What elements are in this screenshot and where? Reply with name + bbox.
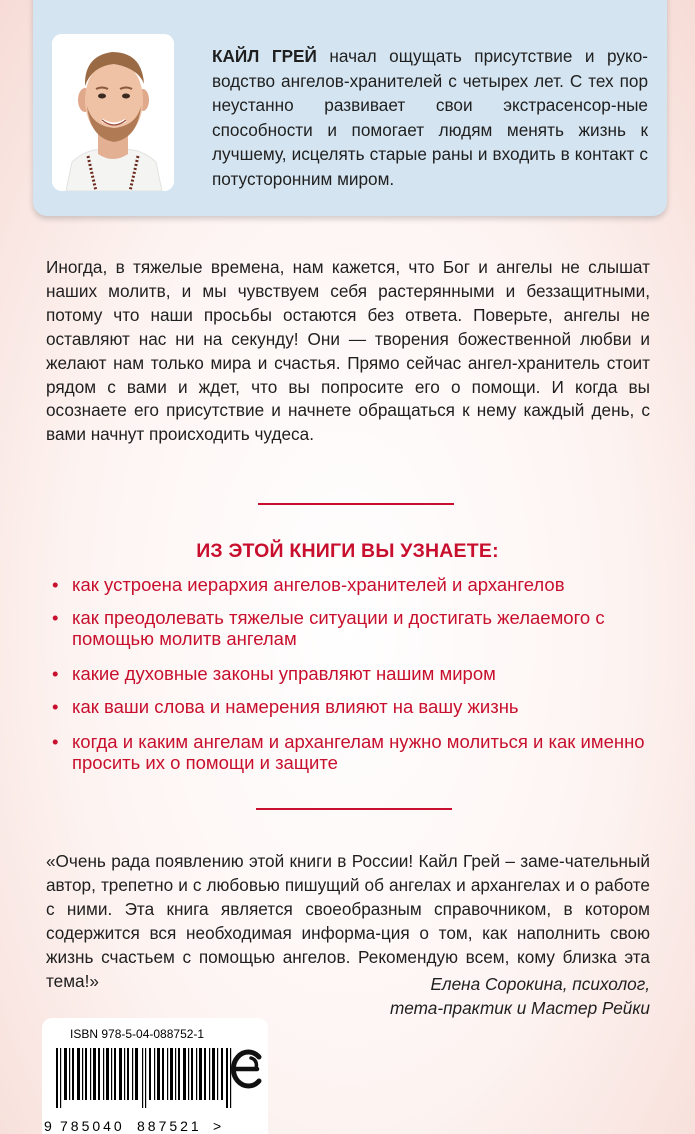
barcode-group-2: 887521: [137, 1118, 202, 1134]
barcode-icon: [54, 1048, 254, 1108]
list-item: • какие духовные законы управляют нашим миром: [52, 663, 496, 684]
author-bio-panel: [33, 0, 667, 216]
review-author-line-2: тета-практик и Мастер Рейки: [389, 997, 650, 1018]
bullet-dot: •: [52, 574, 59, 595]
learn-heading: ИЗ ЭТОЙ КНИГИ ВЫ УЗНАЕТЕ:: [196, 540, 499, 562]
intro-paragraph: Иногда, в тяжелые времена, нам кажется, что Бог и ангелы не слышат наших молитв, и мы чувствуем себя растерянными и беззащитными, потому что наши просьбы остаются без ответа. Поверьте, ангелы не оставляют нас ни на секунду! Они — творения божественной любви и желают нам только мира и счастья. Прямо сейчас ангел-хранитель стоит рядом с вами и ждет, что вы попросите его о помощи. И когда вы осознаете его присутствие и начнете обращаться к нему каждый день, с вами начнут происходить чудеса.: [46, 257, 650, 445]
bullet-dot: •: [52, 696, 59, 717]
bullet-dot: •: [52, 731, 59, 752]
isbn-text: ISBN 978-5-04-088752-1: [70, 1027, 205, 1041]
author-bio-text: [212, 44, 648, 191]
list-item: • как устроена иерархия ангелов-хранителей и архангелов: [52, 574, 565, 595]
author-bio-body: начал ощущать присутствие и руко-водство ангелов-хранителей с четырех лет. С тех пор неустанно развивает свои экстрасенсор-ные способности и помогает людям менять жизнь к лучшему, исцелять старые раны и входить в контакт с потусторонним миром.: [212, 46, 648, 189]
bullet-dot: •: [52, 663, 59, 684]
eksmo-e-logo-icon: [229, 1046, 263, 1092]
barcode-end-mark: >: [213, 1118, 222, 1134]
barcode-group-1: 785040: [60, 1118, 125, 1134]
bullet-dot: •: [52, 607, 59, 628]
list-item: • когда и каким ангелам и архангелам нужно молиться и как именно просить их о помощи и защите: [52, 731, 645, 773]
top-divider: [258, 503, 454, 505]
learn-list: [52, 574, 672, 785]
list-item: • как ваши слова и намерения влияют на вашу жизнь: [52, 696, 519, 717]
review-author: [390, 973, 650, 1021]
review-author-line-1: Елена Сорокина, психолог,: [430, 974, 650, 994]
list-item: • как преодолевать тяжелые ситуации и достигать желаемого с помощью молитв ангелам: [52, 607, 605, 649]
author-portrait-icon: [52, 34, 174, 191]
barcode-lead-digit: 9: [44, 1118, 52, 1134]
bottom-divider: [256, 808, 452, 810]
author-name: КАЙЛ ГРЕЙ: [212, 46, 317, 66]
review-quote: «Очень рада появлению этой книги в России! Кайл Грей – заме-чательный автор, трепетно и с любовью пишущий об ангелах и архангелах и о работе с ними. Эта книга является своеобразным справочником, в котором содержится вся необходимая информа-ция о том, как наполнить свою жизнь счастьем с помощью ангелов. Рекомендую всем, кому близка эта тема!»: [46, 851, 650, 991]
author-photo: [52, 34, 174, 191]
